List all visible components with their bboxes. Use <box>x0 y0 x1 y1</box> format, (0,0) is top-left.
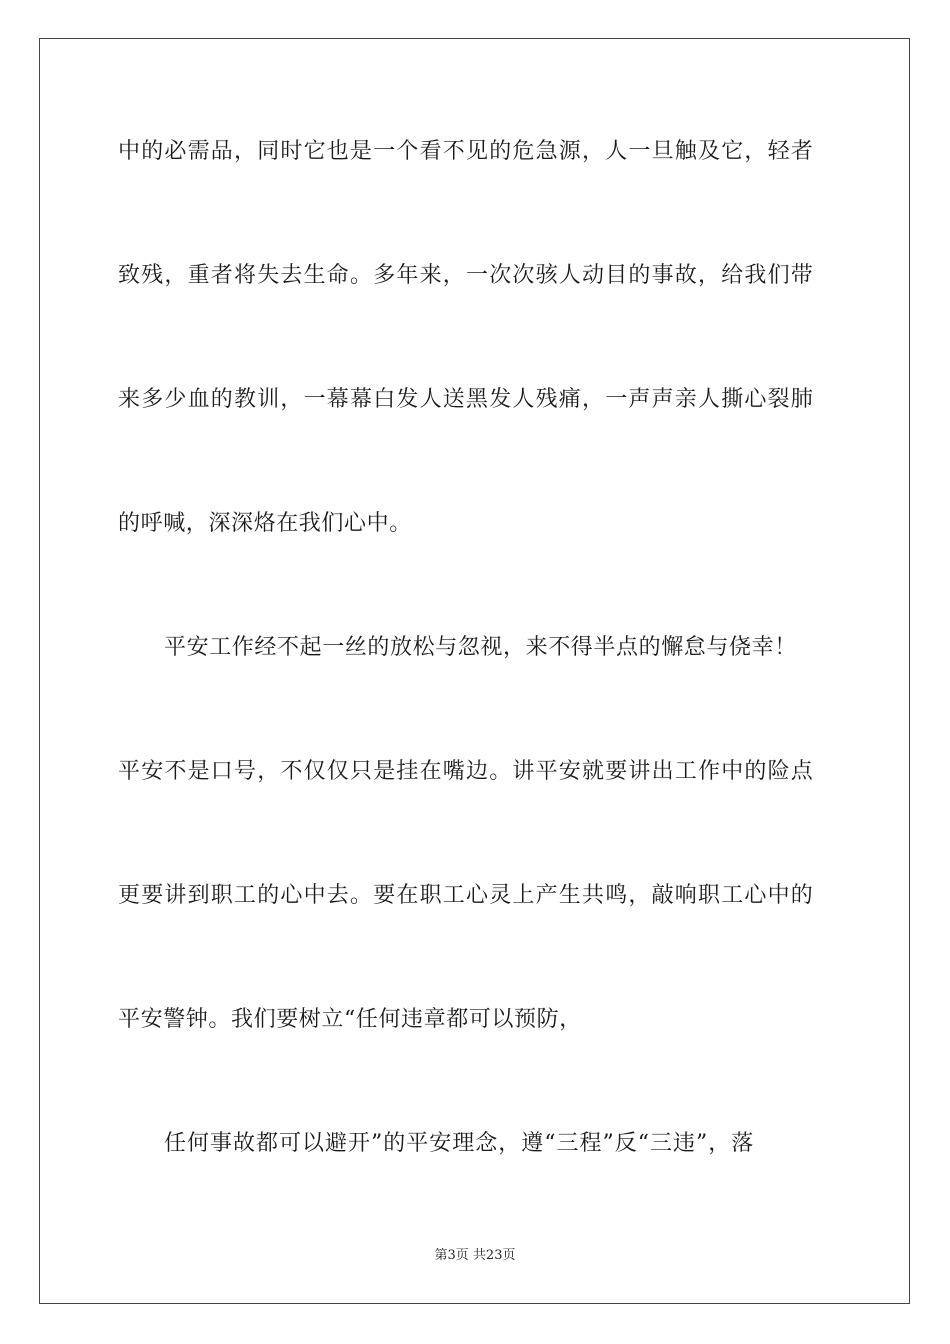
text-line: 中的必需品，同时它也是一个看不见的危急源，人一旦触及它，轻者 <box>118 139 815 164</box>
text-line: 的呼喊，深深烙在我们心中。 <box>118 511 412 536</box>
text-line-indented: 平安工作经不起一丝的放松与忽视，来不得半点的懈怠与侥幸！ <box>164 635 797 660</box>
page-number-footer: 第3页 共23页 <box>434 1248 516 1263</box>
text-line: 致残，重者将失去生命。多年来，一次次骇人动目的事故，给我们带 <box>118 263 815 288</box>
page-frame <box>39 38 910 1304</box>
text-line-indented: 任何事故都可以避开”的平安理念，遵“三程”反“三违”，落 <box>164 1131 755 1156</box>
text-line: 平安警钟。我们要树立“任何违章都可以预防， <box>118 1007 582 1032</box>
text-line: 更要讲到职工的心中去。要在职工心灵上产生共鸣，敲响职工心中的 <box>118 883 815 908</box>
text-line: 平安不是口号，不仅仅只是挂在嘴边。讲平安就要讲出工作中的险点 <box>118 759 815 784</box>
text-line: 来多少血的教训，一幕幕白发人送黑发人残痛，一声声亲人撕心裂肺 <box>118 387 815 412</box>
